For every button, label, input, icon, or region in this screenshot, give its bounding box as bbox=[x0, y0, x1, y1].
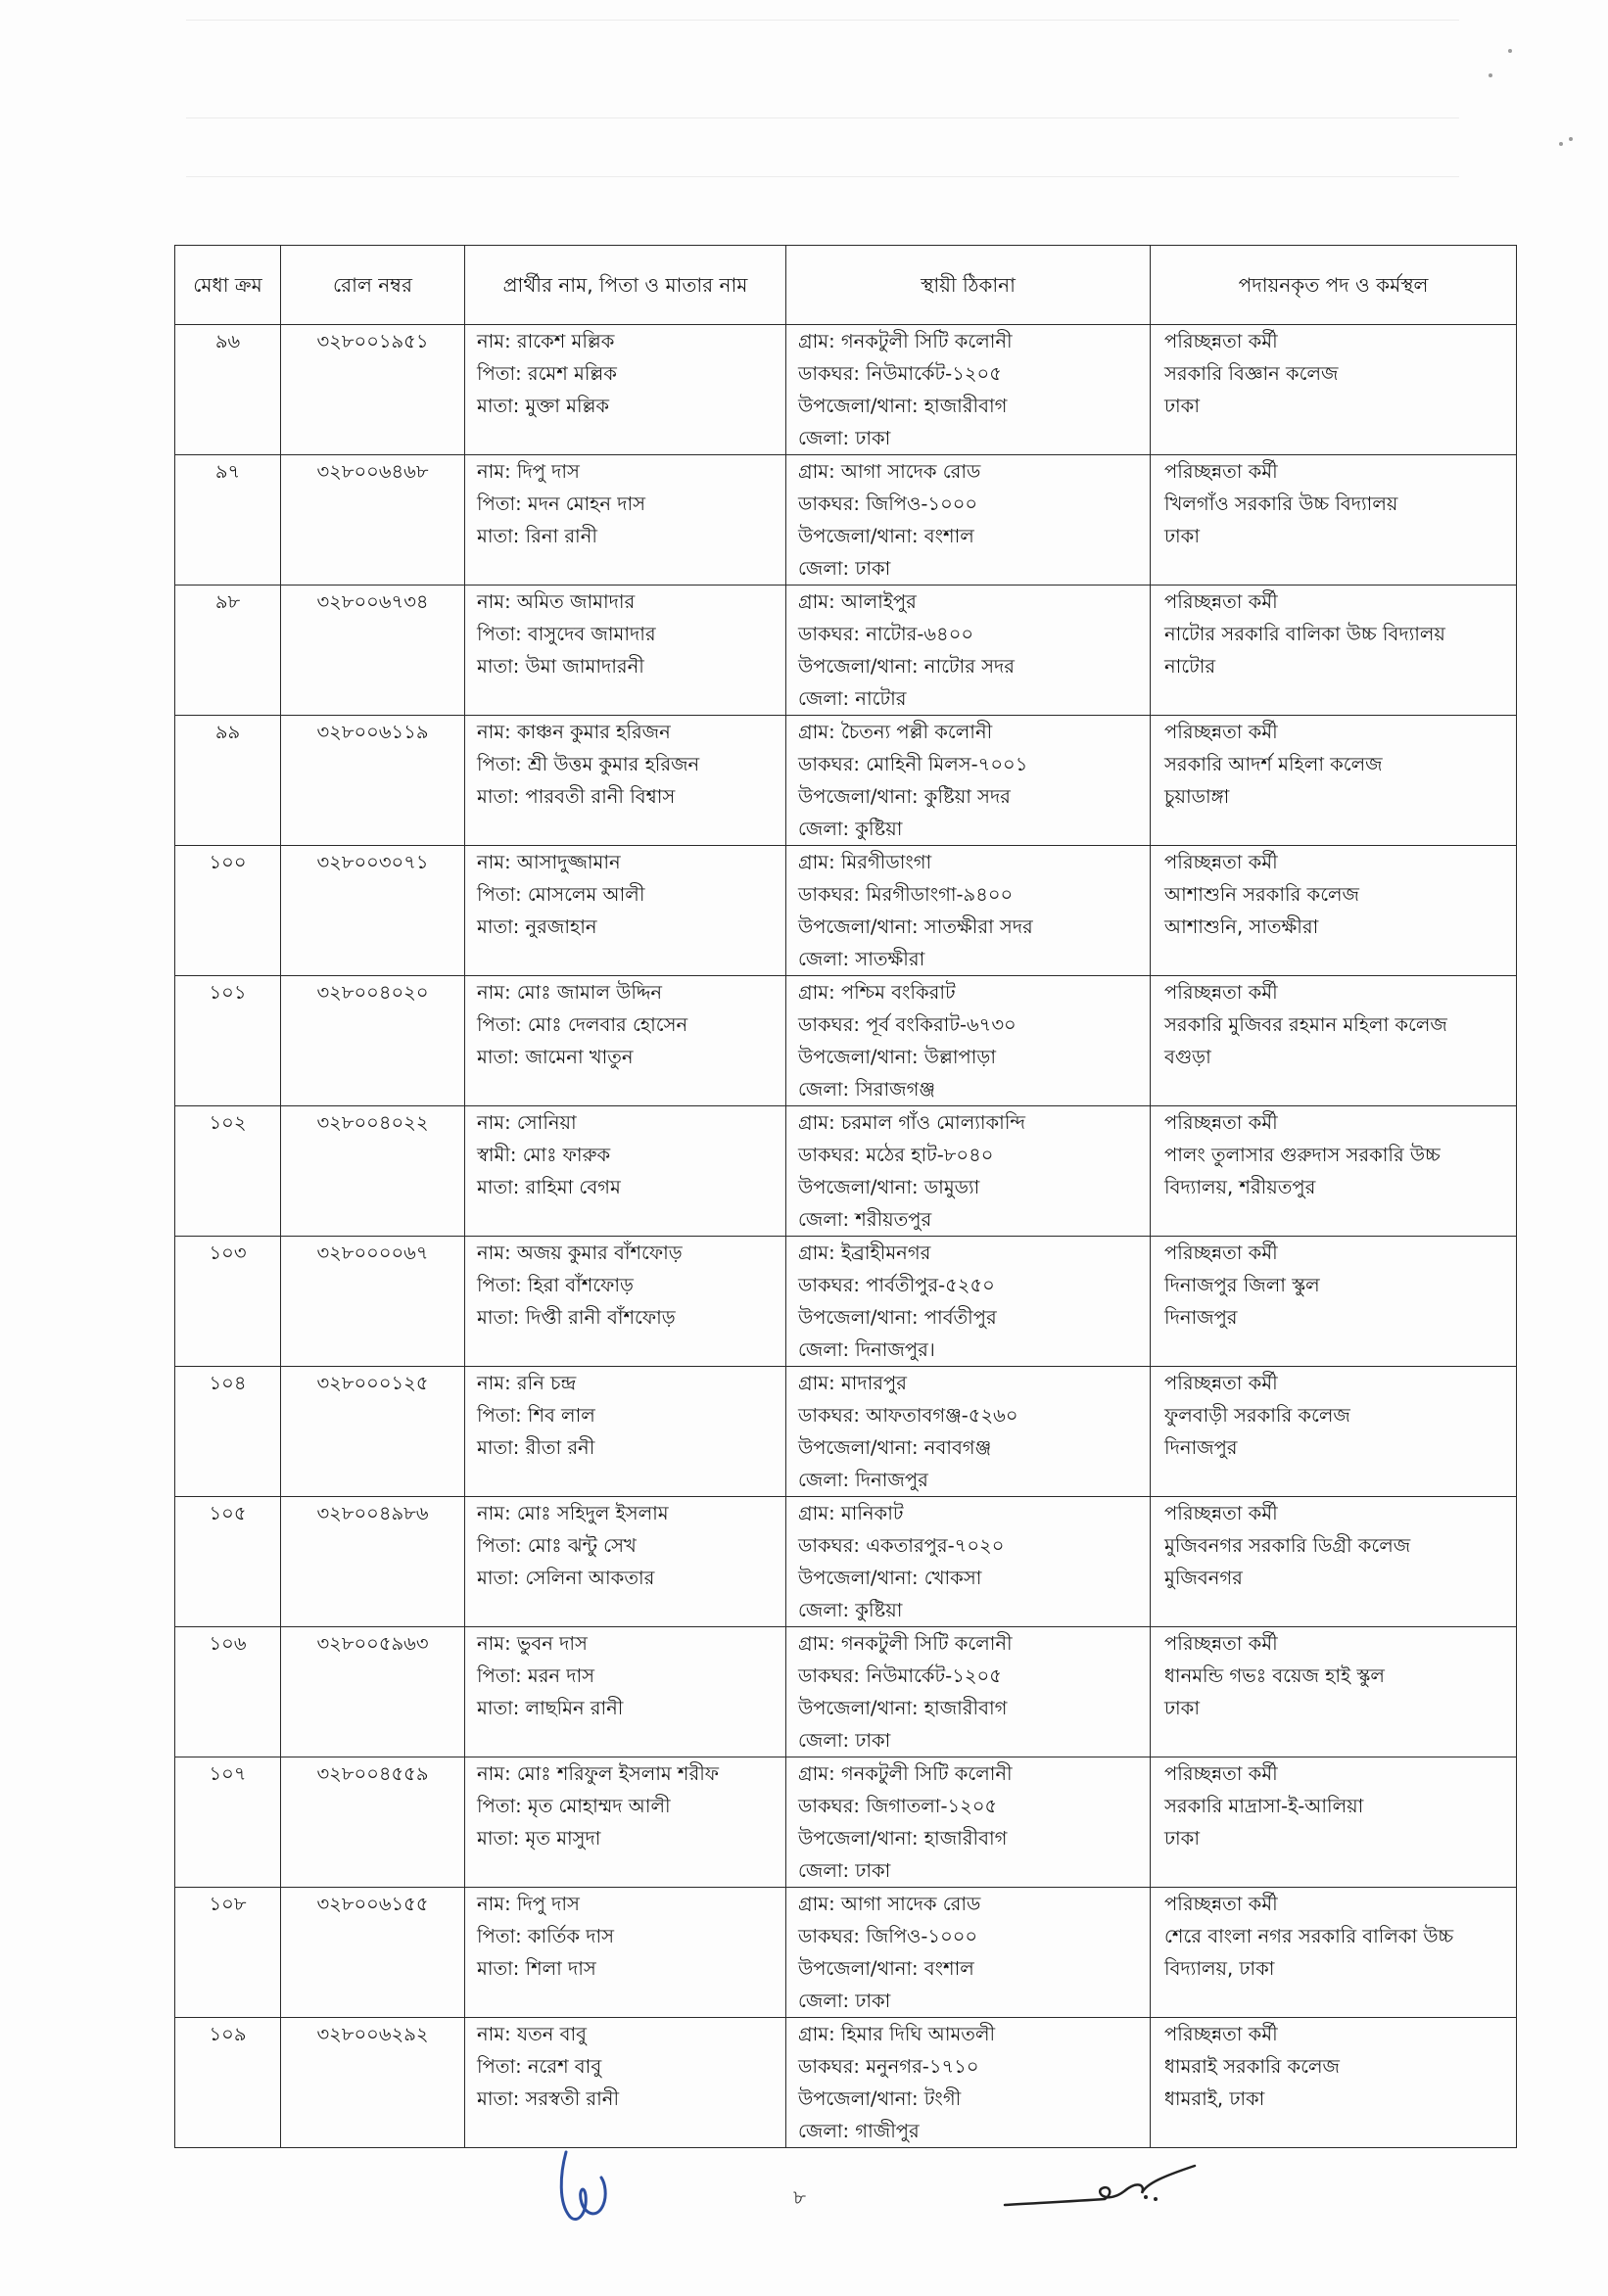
address-line: জেলা: গাজীপুর bbox=[798, 2120, 920, 2142]
posting-details bbox=[1151, 1497, 1517, 1627]
address-line: গ্রাম: চরমাল গাঁও মোল্যাকান্দি bbox=[798, 1111, 1026, 1134]
address-line: জেলা: কুষ্টিয়া bbox=[798, 1599, 903, 1621]
address-line: গ্রাম: আলাইপুর bbox=[798, 590, 917, 613]
table-row bbox=[175, 586, 1517, 716]
roll-number: ৩২৮০০৬৪৬৮ bbox=[281, 455, 465, 586]
posting-line: আশাশুনি, সাতক্ষীরা bbox=[1164, 915, 1319, 938]
address-line: উপজেলা/থানা: সাতক্ষীরা সদর bbox=[798, 915, 1033, 938]
candidate-line: মাতা: রিনা রানী bbox=[477, 525, 597, 547]
address-line: জেলা: ঢাকা bbox=[798, 427, 891, 449]
posting-details bbox=[1151, 586, 1517, 716]
candidate-line: পিতা: মদন মোহন দাস bbox=[477, 492, 646, 515]
candidate-details bbox=[465, 1757, 786, 1888]
address-line: উপজেলা/থানা: টংগী bbox=[798, 2087, 962, 2110]
address-line: গ্রাম: হিমার দিঘি আমতলী bbox=[798, 2023, 996, 2045]
permanent-address bbox=[786, 1367, 1151, 1497]
address-line: উপজেলা/থানা: ডামুড্যা bbox=[798, 1176, 980, 1198]
candidate-line: মাতা: নুরজাহান bbox=[477, 915, 597, 938]
posting-line: ফুলবাড়ী সরকারি কলেজ bbox=[1164, 1404, 1350, 1427]
table-row bbox=[175, 846, 1517, 976]
address-line: উপজেলা/থানা: কুষ্টিয়া সদর bbox=[798, 785, 1011, 808]
candidate-details bbox=[465, 716, 786, 846]
candidate-line: নাম: কাঞ্চন কুমার হরিজন bbox=[477, 721, 671, 743]
posting-line: খিলগাঁও সরকারি উচ্চ বিদ্যালয় bbox=[1164, 492, 1398, 515]
posting-line: পরিচ্ছন্নতা কর্মী bbox=[1164, 1372, 1278, 1394]
address-line: ডাকঘর: আফতাবগঞ্জ-৫২৬০ bbox=[798, 1404, 1018, 1427]
posting-line: নাটোর bbox=[1164, 655, 1216, 678]
candidate-line: মাতা: সরস্বতী রানী bbox=[477, 2087, 620, 2110]
address-line: উপজেলা/থানা: নাটোর সদর bbox=[798, 655, 1015, 678]
posting-line: ঢাকা bbox=[1164, 395, 1200, 417]
roll-number: ৩২৮০০৫৯৬৩ bbox=[281, 1627, 465, 1757]
posting-line: পরিচ্ছন্নতা কর্মী bbox=[1164, 460, 1278, 483]
address-line: জেলা: ঢাকা bbox=[798, 1990, 891, 2012]
candidate-line: মাতা: মৃত মাসুদা bbox=[477, 1827, 601, 1850]
header-posting: পদায়নকৃত পদ ও কর্মস্থল bbox=[1151, 246, 1517, 325]
roll-number: ৩২৮০০৬১৫৫ bbox=[281, 1888, 465, 2018]
posting-line: পরিচ্ছন্নতা কর্মী bbox=[1164, 1502, 1278, 1524]
scan-speck bbox=[1489, 73, 1492, 77]
header-merit: মেধা ক্রম bbox=[175, 246, 281, 325]
posting-details bbox=[1151, 455, 1517, 586]
merit-number: ৯৮ bbox=[175, 586, 281, 716]
posting-details bbox=[1151, 976, 1517, 1106]
signature-left-mark bbox=[548, 2144, 627, 2232]
candidate-line: পিতা: শ্রী উত্তম কুমার হরিজন bbox=[477, 753, 700, 775]
posting-line: পরিচ্ছন্নতা কর্মী bbox=[1164, 590, 1278, 613]
address-line: ডাকঘর: একতারপুর-৭০২০ bbox=[798, 1534, 1005, 1557]
merit-number: ১০১ bbox=[175, 976, 281, 1106]
candidate-line: পিতা: মোঃ ঝন্টু সেখ bbox=[477, 1534, 637, 1557]
address-line: গ্রাম: চৈতন্য পল্লী কলোনী bbox=[798, 721, 993, 743]
address-line: গ্রাম: মানিকাট bbox=[798, 1502, 904, 1524]
posting-details bbox=[1151, 716, 1517, 846]
candidate-line: মাতা: শিলা দাস bbox=[477, 1957, 596, 1980]
roll-number: ৩২৮০০৪৫৫৯ bbox=[281, 1757, 465, 1888]
candidate-details bbox=[465, 1367, 786, 1497]
candidate-line: নাম: মোঃ শরিফুল ইসলাম শরীফ bbox=[477, 1762, 720, 1785]
address-line: জেলা: নাটোর bbox=[798, 687, 907, 710]
posting-line: নাটোর সরকারি বালিকা উচ্চ বিদ্যালয় bbox=[1164, 623, 1445, 645]
roll-number: ৩২৮০০৬১১৯ bbox=[281, 716, 465, 846]
address-line: উপজেলা/থানা: পার্বতীপুর bbox=[798, 1306, 997, 1329]
posting-line: ঢাকা bbox=[1164, 525, 1200, 547]
address-line: ডাকঘর: জিপিও-১০০০ bbox=[798, 1925, 978, 1947]
header-name: প্রার্থীর নাম, পিতা ও মাতার নাম bbox=[465, 246, 786, 325]
candidate-details bbox=[465, 325, 786, 455]
permanent-address bbox=[786, 455, 1151, 586]
roll-number: ৩২৮০০৪৯৮৬ bbox=[281, 1497, 465, 1627]
candidate-line: স্বামী: মোঃ ফারুক bbox=[477, 1144, 611, 1166]
candidate-line: মাতা: সেলিনা আকতার bbox=[477, 1567, 655, 1589]
address-line: উপজেলা/থানা: হাজারীবাগ bbox=[798, 395, 1008, 417]
candidate-line: নাম: সোনিয়া bbox=[477, 1111, 577, 1134]
address-line: ডাকঘর: পূর্ব বংকিরাট-৬৭৩০ bbox=[798, 1013, 1017, 1036]
address-line: জেলা: ঢাকা bbox=[798, 1729, 891, 1752]
candidate-line: মাতা: জামেনা খাতুন bbox=[477, 1046, 634, 1068]
merit-number: ১০৮ bbox=[175, 1888, 281, 2018]
page-number: ৮ bbox=[793, 2185, 806, 2209]
merit-number: ১০০ bbox=[175, 846, 281, 976]
roll-number: ৩২৮০০৪০২২ bbox=[281, 1106, 465, 1237]
candidate-line: পিতা: রমেশ মল্লিক bbox=[477, 362, 617, 385]
address-line: জেলা: দিনাজপুর bbox=[798, 1469, 928, 1491]
address-line: জেলা: সাতক্ষীরা bbox=[798, 948, 925, 970]
table-header-row bbox=[175, 246, 1517, 325]
address-line: উপজেলা/থানা: বংশাল bbox=[798, 525, 974, 547]
posting-details bbox=[1151, 325, 1517, 455]
merit-number: ১০২ bbox=[175, 1106, 281, 1237]
address-line: গ্রাম: ইব্রাহীমনগর bbox=[798, 1242, 931, 1264]
candidate-details bbox=[465, 586, 786, 716]
table-row bbox=[175, 1627, 1517, 1757]
address-line: গ্রাম: আগা সাদেক রোড bbox=[798, 1893, 981, 1915]
candidate-line: মাতা: পারবতী রানী বিশ্বাস bbox=[477, 785, 676, 808]
address-line: উপজেলা/থানা: নবাবগঞ্জ bbox=[798, 1436, 992, 1459]
candidate-details bbox=[465, 976, 786, 1106]
posting-details bbox=[1151, 846, 1517, 976]
posting-line: পরিচ্ছন্নতা কর্মী bbox=[1164, 1893, 1278, 1915]
address-line: ডাকঘর: মোহিনী মিলস-৭০০১ bbox=[798, 753, 1028, 775]
table-row bbox=[175, 1106, 1517, 1237]
permanent-address bbox=[786, 1888, 1151, 2018]
posting-line: বগুড়া bbox=[1164, 1046, 1211, 1068]
candidate-line: নাম: অমিত জামাদার bbox=[477, 590, 636, 613]
candidate-line: পিতা: মোসলেম আলী bbox=[477, 883, 645, 906]
address-line: উপজেলা/থানা: উল্লাপাড়া bbox=[798, 1046, 996, 1068]
posting-line: পরিচ্ছন্নতা কর্মী bbox=[1164, 1632, 1278, 1655]
posting-details bbox=[1151, 1367, 1517, 1497]
address-line: ডাকঘর: মিরগীডাংগা-৯৪০০ bbox=[798, 883, 1014, 906]
address-line: ডাকঘর: মনুনগর-১৭১০ bbox=[798, 2055, 979, 2078]
posting-details bbox=[1151, 1757, 1517, 1888]
candidate-line: নাম: দিপু দাস bbox=[477, 1893, 580, 1915]
table-row bbox=[175, 976, 1517, 1106]
roll-number: ৩২৮০০৩০৭১ bbox=[281, 846, 465, 976]
roll-number: ৩২৮০০১৯৫১ bbox=[281, 325, 465, 455]
address-line: জেলা: কুষ্টিয়া bbox=[798, 818, 903, 840]
permanent-address bbox=[786, 325, 1151, 455]
posting-line: চুয়াডাঙ্গা bbox=[1164, 785, 1230, 808]
posting-line: ঢাকা bbox=[1164, 1827, 1200, 1850]
posting-line: বিদ্যালয়, শরীয়তপুর bbox=[1164, 1176, 1316, 1198]
candidate-details bbox=[465, 1497, 786, 1627]
table-row bbox=[175, 2018, 1517, 2148]
roll-number: ৩২৮০০৬২৯২ bbox=[281, 2018, 465, 2148]
merit-number: ১০৫ bbox=[175, 1497, 281, 1627]
permanent-address bbox=[786, 846, 1151, 976]
posting-line: সরকারি বিজ্ঞান কলেজ bbox=[1164, 362, 1339, 385]
posting-line: পরিচ্ছন্নতা কর্মী bbox=[1164, 1762, 1278, 1785]
table-row bbox=[175, 1757, 1517, 1888]
candidate-line: পিতা: মরন দাস bbox=[477, 1664, 595, 1687]
posting-line: শেরে বাংলা নগর সরকারি বালিকা উচ্চ bbox=[1164, 1925, 1454, 1947]
posting-line: পরিচ্ছন্নতা কর্মী bbox=[1164, 2023, 1278, 2045]
table-row bbox=[175, 1497, 1517, 1627]
candidate-line: নাম: যতন বাবু bbox=[477, 2023, 587, 2045]
candidate-line: পিতা: মোঃ দেলবার হোসেন bbox=[477, 1013, 688, 1036]
posting-details bbox=[1151, 1627, 1517, 1757]
candidate-details bbox=[465, 1237, 786, 1367]
scan-speck bbox=[1569, 137, 1573, 141]
address-line: জেলা: ঢাকা bbox=[798, 1859, 891, 1882]
candidate-line: পিতা: নরেশ বাবু bbox=[477, 2055, 602, 2078]
posting-line: পরিচ্ছন্নতা কর্মী bbox=[1164, 851, 1278, 873]
address-line: ডাকঘর: নাটোর-৬৪০০ bbox=[798, 623, 974, 645]
address-line: জেলা: সিরাজগঞ্জ bbox=[798, 1078, 936, 1101]
posting-line: ধামরাই, ঢাকা bbox=[1164, 2087, 1265, 2110]
candidate-line: মাতা: রীতা রনী bbox=[477, 1436, 595, 1459]
candidate-details bbox=[465, 1627, 786, 1757]
candidate-line: নাম: মোঃ সহিদুল ইসলাম bbox=[477, 1502, 669, 1524]
address-line: উপজেলা/থানা: বংশাল bbox=[798, 1957, 974, 1980]
address-line: গ্রাম: গনকটুলী সিটি কলোনী bbox=[798, 330, 1013, 352]
posting-line: সরকারি মুজিবর রহমান মহিলা কলেজ bbox=[1164, 1013, 1447, 1036]
merit-number: ৯৯ bbox=[175, 716, 281, 846]
signature-right-mark bbox=[999, 2154, 1214, 2223]
header-address: স্থায়ী ঠিকানা bbox=[786, 246, 1151, 325]
candidate-line: নাম: ভুবন দাস bbox=[477, 1632, 588, 1655]
candidate-line: নাম: দিপু দাস bbox=[477, 460, 580, 483]
merit-number: ৯৭ bbox=[175, 455, 281, 586]
address-line: ডাকঘর: নিউমার্কেট-১২০৫ bbox=[798, 1664, 1002, 1687]
address-line: গ্রাম: আগা সাদেক রোড bbox=[798, 460, 981, 483]
posting-details bbox=[1151, 1888, 1517, 2018]
permanent-address bbox=[786, 1627, 1151, 1757]
roll-number: ৩২৮০০০০৬৭ bbox=[281, 1237, 465, 1367]
posting-line: ধামরাই সরকারি কলেজ bbox=[1164, 2055, 1340, 2078]
address-line: জেলা: দিনাজপুর। bbox=[798, 1338, 935, 1361]
roll-number: ৩২৮০০৬৭৩৪ bbox=[281, 586, 465, 716]
address-line: ডাকঘর: নিউমার্কেট-১২০৫ bbox=[798, 362, 1002, 385]
posting-line: দিনাজপুর জিলা স্কুল bbox=[1164, 1274, 1320, 1296]
candidate-details bbox=[465, 846, 786, 976]
candidate-line: পিতা: কার্তিক দাস bbox=[477, 1925, 614, 1947]
candidate-line: মাতা: রাহিমা বেগম bbox=[477, 1176, 621, 1198]
posting-line: দিনাজপুর bbox=[1164, 1306, 1238, 1329]
address-line: গ্রাম: গনকটুলী সিটি কলোনী bbox=[798, 1762, 1013, 1785]
permanent-address bbox=[786, 1497, 1151, 1627]
address-line: ডাকঘর: পার্বতীপুর-৫২৫০ bbox=[798, 1274, 995, 1296]
table-row bbox=[175, 1367, 1517, 1497]
posting-line: সরকারি মাদ্রাসা-ই-আলিয়া bbox=[1164, 1795, 1364, 1817]
permanent-address bbox=[786, 586, 1151, 716]
roll-number: ৩২৮০০৪০২০ bbox=[281, 976, 465, 1106]
candidate-line: পিতা: মৃত মোহাম্মদ আলী bbox=[477, 1795, 671, 1817]
posting-line: পরিচ্ছন্নতা কর্মী bbox=[1164, 721, 1278, 743]
posting-line: মুজিবনগর bbox=[1164, 1567, 1243, 1589]
table-row bbox=[175, 325, 1517, 455]
posting-line: সরকারি আদর্শ মহিলা কলেজ bbox=[1164, 753, 1383, 775]
permanent-address bbox=[786, 716, 1151, 846]
permanent-address bbox=[786, 1237, 1151, 1367]
candidate-line: পিতা: শিব লাল bbox=[477, 1404, 595, 1427]
table-row bbox=[175, 1888, 1517, 2018]
posting-line: আশাশুনি সরকারি কলেজ bbox=[1164, 883, 1360, 906]
candidate-line: নাম: আসাদুজ্জামান bbox=[477, 851, 621, 873]
posting-line: পরিচ্ছন্নতা কর্মী bbox=[1164, 981, 1278, 1004]
posting-line: বিদ্যালয়, ঢাকা bbox=[1164, 1957, 1275, 1980]
header-roll: রোল নম্বর bbox=[281, 246, 465, 325]
posting-line: ঢাকা bbox=[1164, 1697, 1200, 1719]
scan-speck bbox=[1508, 49, 1512, 53]
posting-line: দিনাজপুর bbox=[1164, 1436, 1238, 1459]
address-line: উপজেলা/থানা: খোকসা bbox=[798, 1567, 982, 1589]
merit-list-table bbox=[174, 245, 1517, 2148]
posting-line: পরিচ্ছন্নতা কর্মী bbox=[1164, 330, 1278, 352]
address-line: গ্রাম: মিরগীডাংগা bbox=[798, 851, 932, 873]
posting-line: ধানমন্ডি গভঃ বয়েজ হাই স্কুল bbox=[1164, 1664, 1385, 1687]
candidate-line: পিতা: বাসুদেব জামাদার bbox=[477, 623, 656, 645]
candidate-line: পিতা: হিরা বাঁশফোড় bbox=[477, 1274, 634, 1296]
candidate-line: মাতা: উমা জামাদারনী bbox=[477, 655, 644, 678]
address-line: গ্রাম: মাদারপুর bbox=[798, 1372, 907, 1394]
candidate-line: নাম: অজয় কুমার বাঁশফোড় bbox=[477, 1242, 683, 1264]
scan-artifact-line bbox=[186, 117, 1459, 118]
address-line: ডাকঘর: মঠের হাট-৮০৪০ bbox=[798, 1144, 994, 1166]
address-line: জেলা: ঢাকা bbox=[798, 557, 891, 580]
merit-number: ১০৪ bbox=[175, 1367, 281, 1497]
roll-number: ৩২৮০০০১২৫ bbox=[281, 1367, 465, 1497]
address-line: ডাকঘর: জিপিও-১০০০ bbox=[798, 492, 978, 515]
posting-details bbox=[1151, 1237, 1517, 1367]
table-row bbox=[175, 1237, 1517, 1367]
address-line: উপজেলা/থানা: হাজারীবাগ bbox=[798, 1827, 1008, 1850]
candidate-details bbox=[465, 455, 786, 586]
posting-details bbox=[1151, 1106, 1517, 1237]
posting-line: পালং তুলাসার গুরুদাস সরকারি উচ্চ bbox=[1164, 1144, 1441, 1166]
table-row bbox=[175, 455, 1517, 586]
posting-line: মুজিবনগর সরকারি ডিগ্রী কলেজ bbox=[1164, 1534, 1411, 1557]
posting-line: পরিচ্ছন্নতা কর্মী bbox=[1164, 1111, 1278, 1134]
candidate-line: মাতা: লাছমিন রানী bbox=[477, 1697, 624, 1719]
candidate-line: নাম: রাকেশ মল্লিক bbox=[477, 330, 615, 352]
merit-number: ৯৬ bbox=[175, 325, 281, 455]
scan-speck bbox=[1559, 142, 1563, 146]
candidate-line: নাম: রনি চন্দ্র bbox=[477, 1372, 577, 1394]
address-line: উপজেলা/থানা: হাজারীবাগ bbox=[798, 1697, 1008, 1719]
posting-line: পরিচ্ছন্নতা কর্মী bbox=[1164, 1242, 1278, 1264]
address-line: ডাকঘর: জিগাতলা-১২০৫ bbox=[798, 1795, 998, 1817]
merit-number: ১০৩ bbox=[175, 1237, 281, 1367]
merit-number: ১০৬ bbox=[175, 1627, 281, 1757]
candidate-details bbox=[465, 1106, 786, 1237]
posting-details bbox=[1151, 2018, 1517, 2148]
table-row bbox=[175, 716, 1517, 846]
scan-artifact-line bbox=[186, 20, 1459, 21]
scan-artifact-line bbox=[186, 176, 1459, 177]
permanent-address bbox=[786, 1106, 1151, 1237]
candidate-line: মাতা: দিপ্তী রানী বাঁশফোড় bbox=[477, 1306, 676, 1329]
merit-number: ১০৭ bbox=[175, 1757, 281, 1888]
candidate-details bbox=[465, 1888, 786, 2018]
address-line: গ্রাম: পশ্চিম বংকিরাট bbox=[798, 981, 956, 1004]
merit-number: ১০৯ bbox=[175, 2018, 281, 2148]
candidate-line: নাম: মোঃ জামাল উদ্দিন bbox=[477, 981, 663, 1004]
candidate-details bbox=[465, 2018, 786, 2148]
address-line: জেলা: শরীয়তপুর bbox=[798, 1208, 932, 1231]
permanent-address bbox=[786, 2018, 1151, 2148]
table-body bbox=[175, 325, 1517, 2148]
permanent-address bbox=[786, 1757, 1151, 1888]
candidate-line: মাতা: মুক্তা মল্লিক bbox=[477, 395, 610, 417]
permanent-address bbox=[786, 976, 1151, 1106]
address-line: গ্রাম: গনকটুলী সিটি কলোনী bbox=[798, 1632, 1013, 1655]
